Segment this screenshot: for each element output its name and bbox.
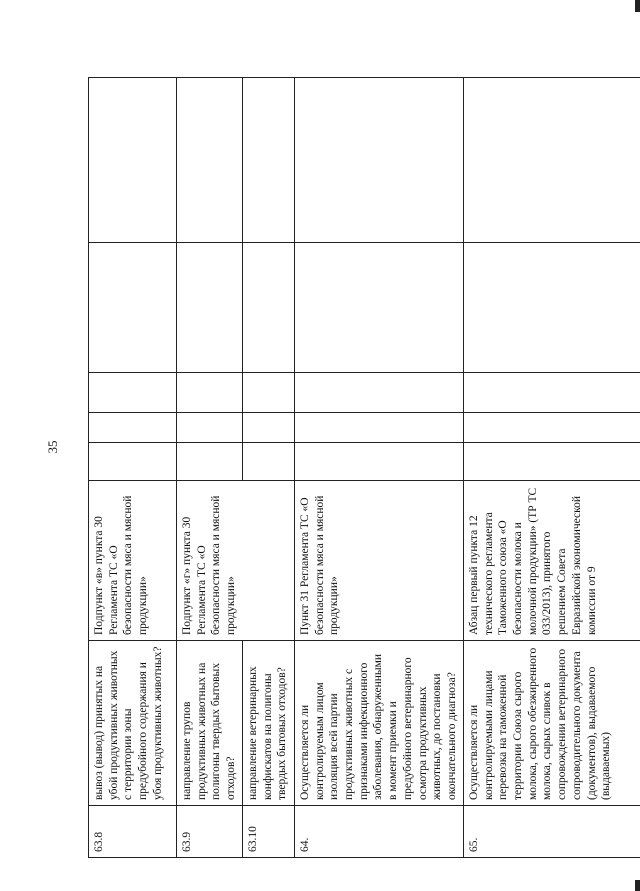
answer-no-cell (294, 413, 463, 443)
answer-no-cell (177, 413, 243, 443)
note-cell (177, 243, 243, 373)
answer-no-cell (242, 413, 294, 443)
inspection-checklist-table (88, 77, 640, 858)
table-row (89, 78, 177, 858)
not-applicable-cell (89, 373, 177, 413)
row-number: 63.9 (177, 806, 243, 858)
comment-cell (177, 78, 243, 243)
question-cell: Осуществляется ли контролируемыми лицами перевозка на таможенной территории Союза сырого молока, сырого обезжиренного молока, сырых сливок в сопровождении ветеринарного сопроводительного документа (документов), выдаваемого (выдаваемых) (463, 641, 640, 806)
reference-cell: Абзац первый пункта 12 технического регламента Таможенного союза «О безопасности молока и молочной продукции» (ТР ТС 033/2013), принятого решением Совета Евразийской экономической комиссии от 9 (463, 481, 640, 641)
answer-yes-cell (294, 443, 463, 481)
answer-no-cell (463, 413, 640, 443)
scan-edge-mark (635, 0, 640, 12)
table-row (463, 78, 640, 858)
not-applicable-cell (177, 373, 243, 413)
not-applicable-cell (463, 373, 640, 413)
rotated-table-area (88, 78, 628, 858)
table-row (294, 78, 463, 858)
question-cell: вывоз (вывод) принятых на убой продуктивных животных с территории зоны предубойного содержания и убоя продуктивных животных? (89, 641, 177, 806)
note-cell (294, 243, 463, 373)
answer-yes-cell (177, 443, 243, 481)
comment-cell (463, 78, 640, 243)
row-number: 65. (463, 806, 640, 858)
note-cell (463, 243, 640, 373)
row-number: 63.8 (89, 806, 177, 858)
reference-text: Подпункт «г» пункта 30 Регламента ТС «О безопасности мяса и мясной продукции» (181, 495, 238, 635)
question-cell: направление трупов продуктивных животных на полигоны твердых бытовых отходов? (177, 641, 243, 806)
note-cell (89, 243, 177, 373)
answer-yes-cell (89, 443, 177, 481)
answer-yes-cell (463, 443, 640, 481)
table-row (242, 78, 294, 858)
not-applicable-cell (242, 373, 294, 413)
comment-cell (89, 78, 177, 243)
comment-cell (242, 78, 294, 243)
scan-edge-mark (635, 880, 640, 891)
question-cell: Осуществляется ли контролируемым лицом изоляция всей партии продуктивных животных с признаками инфекционного заболевания, обнаруженными в момент приемки и предубойного ветеринарного осмотра продуктивных животных, до постановки окончательного диагноза? (294, 641, 463, 806)
answer-no-cell (89, 413, 177, 443)
not-applicable-cell (294, 373, 463, 413)
note-cell (242, 243, 294, 373)
comment-cell (294, 78, 463, 243)
table-row (177, 78, 243, 858)
table-sheet (88, 78, 628, 858)
row-number: 64. (294, 806, 463, 858)
reference-cell: Пункт 31 Регламента ТС «О безопасности мяса и мясной продукции» (294, 481, 463, 641)
row-number: 63.10 (242, 806, 294, 858)
page-number: 35 (45, 440, 60, 454)
reference-cell (177, 481, 295, 641)
reference-cell: Подпункт «в» пункта 30 Регламента ТС «О безопасности мяса и мясной продукции» (89, 481, 177, 641)
question-cell: направление ветеринарных конфискатов на полигоны твердых бытовых отходов? (242, 641, 294, 806)
answer-yes-cell (242, 443, 294, 481)
